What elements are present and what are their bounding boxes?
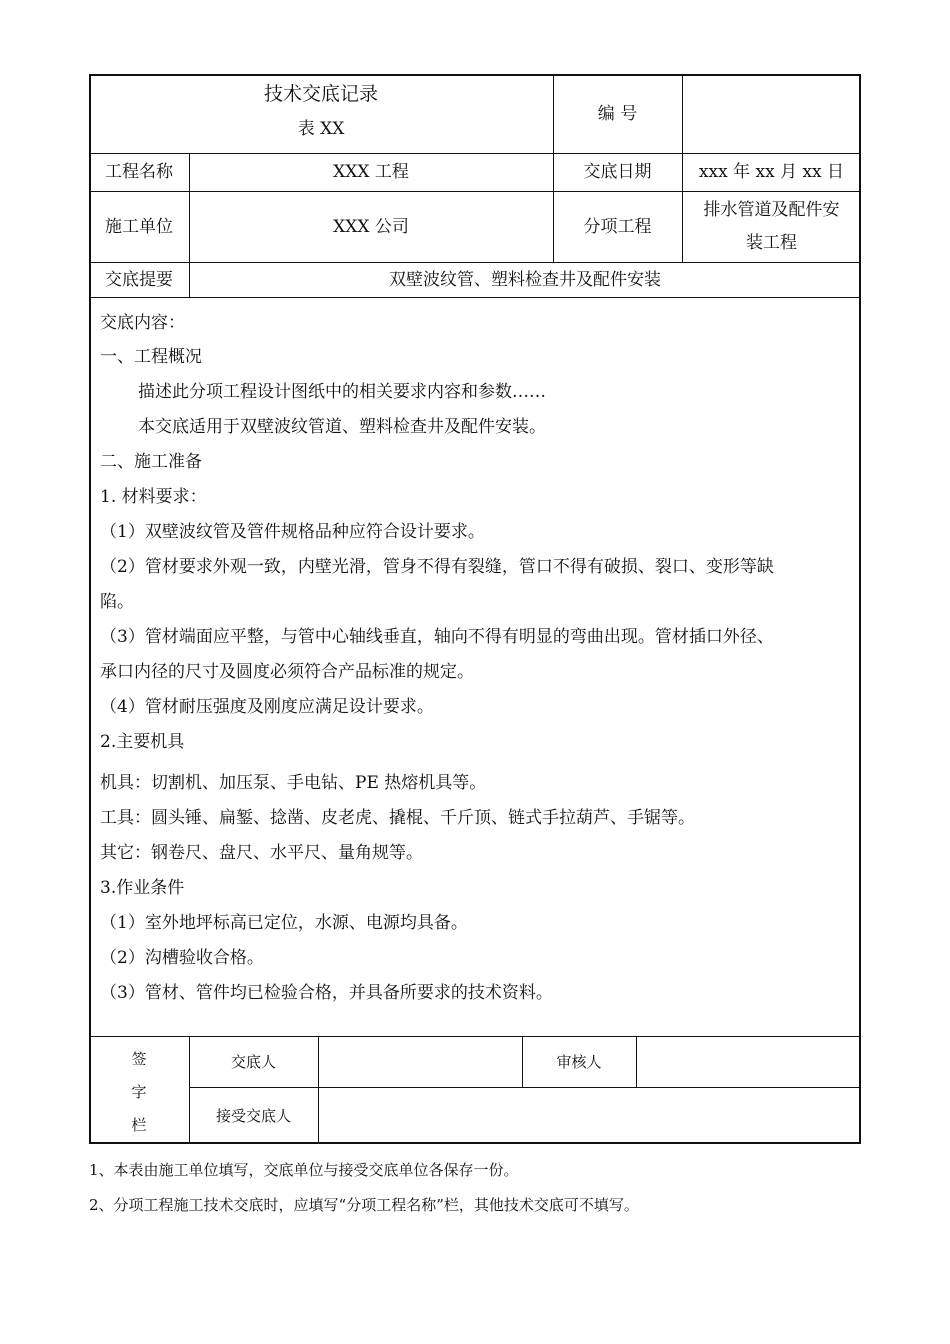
- footnotes: [89, 1153, 639, 1223]
- subproject-value-cell: [682, 191, 861, 262]
- date-label: 交底日期: [583, 162, 652, 182]
- signature-label-char: 字: [131, 1082, 147, 1101]
- content-item: （3）管材端面应平整，与管中心轴线垂直，轴向不得有明显的弯曲出现。管材插口外径、: [100, 627, 774, 647]
- content-item: 工具：圆头锤、扁錾、捻凿、皮老虎、撬棍、千斤顶、链式手拉葫芦、手锯等。: [100, 808, 695, 828]
- presenter-signature-field[interactable]: [318, 1036, 522, 1087]
- project-name-label: 工程名称: [105, 162, 173, 182]
- footnote: 1、本表由施工单位填写，交底单位与接受交底单位各保存一份。: [89, 1161, 519, 1179]
- reviewer-signature-field[interactable]: [636, 1036, 861, 1087]
- receiver-signature-field[interactable]: [318, 1087, 861, 1144]
- subsection-heading: 1. 材料要求：: [100, 487, 207, 507]
- subproject-label: 分项工程: [583, 216, 652, 237]
- header-title-cell: [89, 74, 553, 153]
- footnote: 2、分项工程施工技术交底时，应填写“分项工程名称”栏，其他技术交底可不填写。: [89, 1196, 639, 1214]
- project-name-value: XXX 工程: [333, 162, 409, 182]
- content-item: （2）沟槽验收合格。: [100, 948, 264, 968]
- content-item: （2）管材要求外观一致，内壁光滑，管身不得有裂缝，管口不得有破损、裂口、变形等缺: [100, 557, 774, 577]
- row-divider: [89, 297, 861, 298]
- date-value: xxx 年 xx 月 xx 日: [698, 162, 845, 182]
- disclosure-content: [100, 306, 852, 1011]
- summary-value: 双壁波纹管、塑料检查井及配件安装: [389, 269, 661, 290]
- content-item: 其它：钢卷尺、盘尺、水平尺、量角规等。: [100, 843, 423, 863]
- form-number: 表 XX: [297, 118, 345, 139]
- content-item: （4）管材耐压强度及刚度应满足设计要求。: [100, 697, 434, 717]
- content-heading: 交底内容：: [100, 313, 185, 333]
- unit-label: 施工单位: [105, 216, 173, 237]
- subsection-heading: 2.主要机具: [100, 732, 185, 752]
- section-heading: 一、工程概况: [100, 347, 202, 367]
- content-item: （3）管材、管件均已检验合格，并具备所要求的技术资料。: [100, 983, 553, 1003]
- section-heading: 二、施工准备: [100, 452, 202, 472]
- content-paragraph: 描述此分项工程设计图纸中的相关要求内容和参数……: [138, 382, 546, 402]
- content-paragraph: 本交底适用于双壁波纹管道、塑料检查井及配件安装。: [138, 417, 546, 437]
- signature-label-char: 签: [131, 1049, 147, 1068]
- receiver-label: 接受交底人: [215, 1106, 291, 1125]
- content-item-continued: 陷。: [100, 592, 134, 612]
- subproject-value-line1: 排水管道及配件安: [703, 199, 840, 220]
- signature-section-label: [89, 1036, 189, 1144]
- number-label: 编 号: [597, 103, 638, 124]
- document-title: 技术交底记录: [263, 82, 378, 105]
- summary-label: 交底提要: [105, 269, 173, 290]
- presenter-label: 交底人: [230, 1052, 276, 1071]
- reviewer-label: 审核人: [556, 1052, 602, 1071]
- content-item: 机具：切割机、加压泵、手电钻、PE 热熔机具等。: [100, 773, 487, 793]
- content-item-continued: 承口内径的尺寸及圆度必须符合产品标准的规定。: [100, 662, 474, 682]
- unit-value: XXX 公司: [333, 216, 409, 237]
- subproject-value-line2: 装工程: [746, 232, 797, 253]
- number-value: [682, 74, 861, 153]
- content-item: （1）室外地坪标高已定位，水源、电源均具备。: [100, 913, 468, 933]
- subsection-heading: 3.作业条件: [100, 878, 185, 898]
- content-item: （1）双壁波纹管及管件规格品种应符合设计要求。: [100, 522, 485, 542]
- signature-label-char: 栏: [131, 1115, 147, 1134]
